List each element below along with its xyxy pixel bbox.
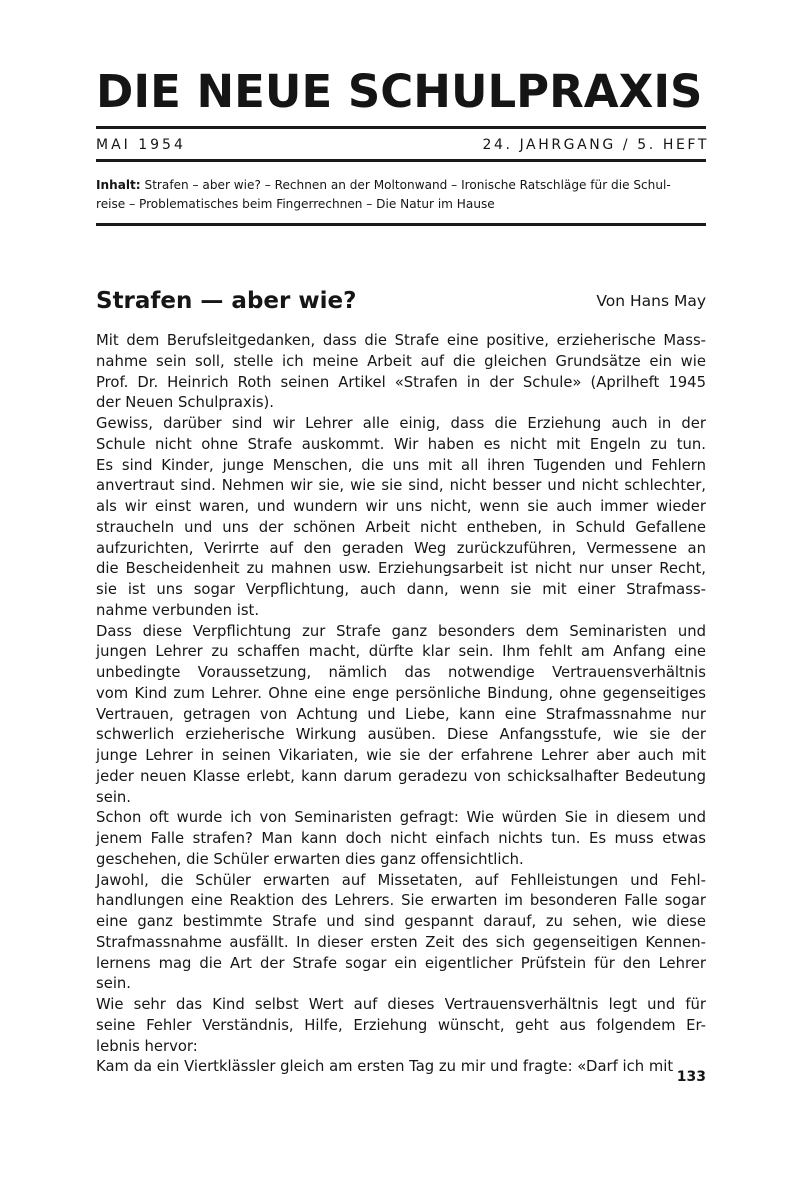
contents-text-1: Strafen – aber wie? – Rechnen an der Moltonwand – Ironische Ratschläge für die Schul- — [144, 178, 671, 192]
text-line: sein. — [96, 788, 132, 806]
contents-label: Inhalt: — [96, 178, 141, 192]
text-line: vom Kind zum Lehrer. Ohne eine enge persönliche Bindung, ohne gegenseitiges — [96, 684, 706, 702]
text-line: unbedingte Voraussetzung, nämlich das notwendige Vertrauensverhältnis — [96, 664, 706, 681]
text-line: aufzurichten, Verirrte auf den geraden Weg zurückzuführen, Vermessene an — [96, 539, 706, 557]
text-line: Jawohl, die Schüler erwarten auf Missetaten, auf Fehlleistungen und Fehl- — [96, 871, 706, 889]
text-line: die Bescheidenheit zu mahnen usw. Erziehungsarbeit ist nicht nur unser Recht, — [96, 560, 706, 578]
text-line: nahme sein soll, stelle ich meine Arbeit auf die gleichen Grundsätze ein wie — [96, 352, 706, 370]
text-line: jeder neuen Klasse erlebt, kann darum geradezu von schicksalhafter Bedeutung — [96, 767, 706, 785]
masthead-title: DIE NEUE SCHULPRAXIS — [96, 65, 703, 118]
text-line: handlungen eine Reaktion des Lehrers. Sie erwarten im besonderen Falle sogar — [96, 892, 706, 910]
article-paragraph — [96, 995, 706, 1057]
page-number: 133 — [676, 1069, 706, 1085]
table-of-contents — [96, 176, 706, 214]
contents-line-1 — [96, 176, 706, 195]
article-paragraph — [96, 414, 706, 622]
text-line: geschehen, die Schüler erwarten dies ganz offensichtlich. — [96, 850, 524, 868]
issue-volume: 24. JAHRGANG / 5. HEFT — [482, 137, 709, 153]
rule-bottom — [96, 223, 706, 226]
text-line: straucheln und uns der schönen Arbeit nicht entheben, in Schuld Gefallene — [96, 518, 706, 536]
article-title: Strafen — aber wie? — [96, 288, 357, 314]
page — [96, 0, 709, 1179]
text-line: Schon oft wurde ich von Seminaristen gefragt: Wie würden Sie in diesem und — [96, 809, 706, 827]
article-paragraph — [96, 331, 706, 414]
text-line: Kam da ein Viertklässler gleich am ersten Tag zu mir und fragte: «Darf ich mit — [96, 1058, 674, 1076]
article-paragraph — [96, 622, 706, 809]
text-line: Wie sehr das Kind selbst Wert auf dieses Vertrauensverhältnis legt und für — [96, 996, 706, 1013]
text-line: jenem Falle strafen? Man kann doch nicht einfach nichts tun. Es muss etwas — [96, 830, 706, 847]
article-body — [96, 331, 706, 1078]
article-paragraph — [96, 1057, 706, 1078]
text-line: Es sind Kinder, junge Menschen, die uns mit all ihren Tugenden und Fehlern — [96, 456, 706, 474]
text-line: sein. — [96, 975, 132, 993]
article-paragraph — [96, 871, 706, 996]
text-line: junge Lehrer in seinen Vikariaten, wie sie der erfahrene Lehrer aber auch mit — [96, 747, 706, 764]
article-author: Von Hans May — [596, 292, 706, 310]
rule-middle — [96, 159, 706, 162]
text-line: nahme verbunden ist. — [96, 601, 260, 619]
text-line: Strafmassnahme ausfällt. In dieser ersten Zeit des sich gegenseitigen Kennen- — [96, 933, 706, 951]
text-line: eine ganz bestimmte Strafe und sind gespannt darauf, zu sehen, wie diese — [96, 913, 706, 930]
text-line: Schule nicht ohne Strafe auskommt. Wir haben es nicht mit Engeln zu tun. — [96, 435, 706, 453]
article-header — [96, 286, 706, 318]
text-line: anvertraut sind. Nehmen wir sie, wie sie sind, nicht besser und nicht schlechter, — [96, 477, 706, 495]
text-line: als wir einst waren, und wundern wir uns nicht, wenn sie auch immer wieder — [96, 498, 706, 515]
text-line: Prof. Dr. Heinrich Roth seinen Artikel «Strafen in der Schule» (Aprilheft 1945 — [96, 373, 706, 391]
text-line: sie ist uns sogar Verpflichtung, auch dann, wenn sie mit einer Strafmass- — [96, 581, 706, 598]
rule-top — [96, 126, 706, 129]
text-line: Vertrauen, getragen von Achtung und Liebe, kann eine Strafmassnahme nur — [96, 705, 706, 723]
text-line: schwerlich erzieherische Wirkung ausüben. Diese Anfangsstufe, wie sie der — [96, 726, 706, 744]
contents-line-2: reise – Problematisches beim Fingerrechnen – Die Natur im Hause — [96, 197, 495, 211]
text-line: lernens mag die Art der Strafe sogar ein eigentlicher Prüfstein für den Lehrer — [96, 954, 706, 972]
article-paragraph — [96, 808, 706, 870]
text-line: der Neuen Schulpraxis). — [96, 394, 275, 412]
text-line: lebnis hervor: — [96, 1037, 198, 1055]
text-line: jungen Lehrer zu schaffen macht, dürfte klar sein. Ihm fehlt am Anfang eine — [96, 643, 706, 661]
text-line: Mit dem Berufsleitgedanken, dass die Strafe eine positive, erzieherische Mass- — [96, 332, 706, 349]
text-line: Dass diese Verpflichtung zur Strafe ganz besonders dem Seminaristen und — [96, 622, 706, 640]
issue-date: MAI 1954 — [96, 137, 186, 153]
issue-line — [96, 136, 709, 154]
text-line: seine Fehler Verständnis, Hilfe, Erziehung wünscht, geht aus folgendem Er- — [96, 1016, 706, 1034]
text-line: Gewiss, darüber sind wir Lehrer alle einig, dass die Erziehung auch in der — [96, 415, 706, 432]
